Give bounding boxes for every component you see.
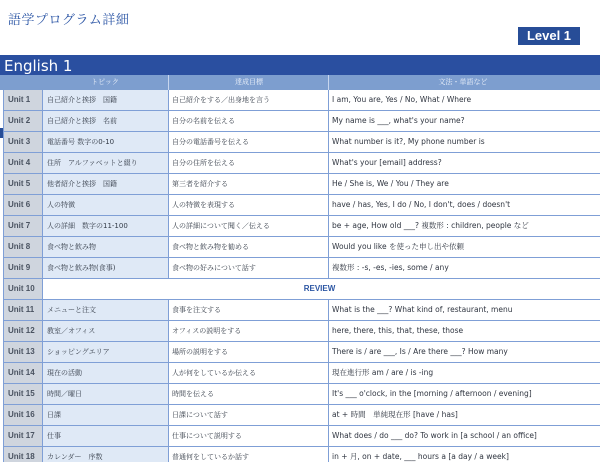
grammar-cell: here, there, this, that, these, those [328,321,596,341]
header-topic: トピック [91,78,119,86]
goal-cell: 普通何をしているか話す [168,447,328,462]
unit-label: Unit 11 [4,300,42,320]
grammar-cell: be + age, How old ___? 複数形 : children, people など [328,216,596,236]
unit-label: Unit 13 [4,342,42,362]
topic-cell: ショッピングエリア [42,342,168,362]
topic-cell: 食べ物と飲み物 [42,237,168,257]
table-row [0,321,600,342]
table-row [0,363,600,384]
header-grammar: 文法・単語など [328,75,597,90]
grammar-cell: Would you like を使った申し出や依頼 [328,237,596,257]
topic-cell: 人の特徴 [42,195,168,215]
goal-cell: 自己紹介をする／出身地を言う [168,90,328,110]
topic-cell: 住所 アルファベットと綴り [42,153,168,173]
table-row [0,447,600,462]
grammar-cell: What's your [email] address? [328,153,596,173]
header-goal: 達成目標 [168,75,329,90]
topic-cell: メニューと注文 [42,300,168,320]
goal-cell: 自分の住所を伝える [168,153,328,173]
table-row [0,342,600,363]
table-header [0,75,600,90]
unit-label: Unit 7 [4,216,42,236]
unit-label: Unit 5 [4,174,42,194]
topic-cell: 食べ物と飲み物(食事) [42,258,168,278]
grammar-cell: in + 月, on + date, ___ hours a [a day / a week] [328,447,596,462]
table-row [0,132,600,153]
topic-cell: 時間／曜日 [42,384,168,404]
goal-cell: 食べ物の好みについて話す [168,258,328,278]
topic-cell: 自己紹介と挨拶 国籍 [42,90,168,110]
topic-cell: 教室／オフィス [42,321,168,341]
table-row [0,258,600,279]
goal-cell: 自分の電話番号を伝える [168,132,328,152]
goal-cell: 日課について話す [168,405,328,425]
goal-cell: 人が何をしているか伝える [168,363,328,383]
table-row [0,300,600,321]
topic-cell: 人の詳細 数字の11-100 [42,216,168,236]
topic-cell: 他者紹介と挨拶 国籍 [42,174,168,194]
table-row [0,216,600,237]
unit-label: Unit 9 [4,258,42,278]
curriculum-table [0,90,600,462]
unit-label: Unit 10 [4,279,42,299]
table-row [0,384,600,405]
edge-marker [0,128,3,138]
goal-cell: 食べ物と飲み物を勧める [168,237,328,257]
goal-cell: 時間を伝える [168,384,328,404]
goal-cell: 自分の名前を伝える [168,111,328,131]
grammar-cell: What number is it?, My phone number is [328,132,596,152]
topic-cell: 自己紹介と挨拶 名前 [42,111,168,131]
review-label: REVIEW [42,279,596,299]
topic-cell: 仕事 [42,426,168,446]
goal-cell: 人の特徴を表現する [168,195,328,215]
unit-label: Unit 3 [4,132,42,152]
table-row [0,426,600,447]
unit-label: Unit 12 [4,321,42,341]
unit-label: Unit 15 [4,384,42,404]
grammar-cell: 現在進行形 am / are / is -ing [328,363,596,383]
course-title: English 1 [4,57,73,75]
unit-label: Unit 17 [4,426,42,446]
grammar-cell: It's ___ o'clock, in the [morning / afternoon / evening] [328,384,596,404]
unit-label: Unit 2 [4,111,42,131]
unit-label: Unit 4 [4,153,42,173]
page-title: 語学プログラム詳細 [8,13,130,28]
course-title-bar [0,55,600,75]
table-left-edge [0,90,4,462]
unit-label: Unit 1 [4,90,42,110]
topic-cell: カレンダー 序数 [42,447,168,462]
unit-label: Unit 6 [4,195,42,215]
topic-cell: 日課 [42,405,168,425]
unit-label: Unit 16 [4,405,42,425]
table-row [0,153,600,174]
goal-cell: 仕事について説明する [168,426,328,446]
grammar-cell: I am, You are, Yes / No, What / Where [328,90,596,110]
grammar-cell: My name is ___, what's your name? [328,111,596,131]
table-row [0,111,600,132]
review-row [0,279,600,300]
grammar-cell: What is the ___? What kind of, restaurant, menu [328,300,596,320]
table-row [0,195,600,216]
goal-cell: 場所の説明をする [168,342,328,362]
grammar-cell: at + 時間 単純現在形 [have / has] [328,405,596,425]
grammar-cell: He / She is, We / You / They are [328,174,596,194]
topic-cell: 電話番号 数字の0-10 [42,132,168,152]
goal-cell: オフィスの説明をする [168,321,328,341]
goal-cell: 食事を注文する [168,300,328,320]
table-row [0,405,600,426]
grammar-cell: There is / are ___, Is / Are there ___? How many [328,342,596,362]
grammar-cell: What does / do ___ do? To work in [a school / an office] [328,426,596,446]
unit-label: Unit 18 [4,447,42,462]
grammar-cell: have / has, Yes, I do / No, I don't, does / doesn't [328,195,596,215]
grammar-cell: 複数形 : -s, -es, -ies, some / any [328,258,596,278]
goal-cell: 第三者を紹介する [168,174,328,194]
unit-label: Unit 14 [4,363,42,383]
unit-label: Unit 8 [4,237,42,257]
topic-cell: 現在の活動 [42,363,168,383]
table-row [0,174,600,195]
table-row [0,90,600,111]
table-row [0,237,600,258]
level-badge: Level 1 [518,27,580,45]
goal-cell: 人の詳細について聞く／伝える [168,216,328,236]
